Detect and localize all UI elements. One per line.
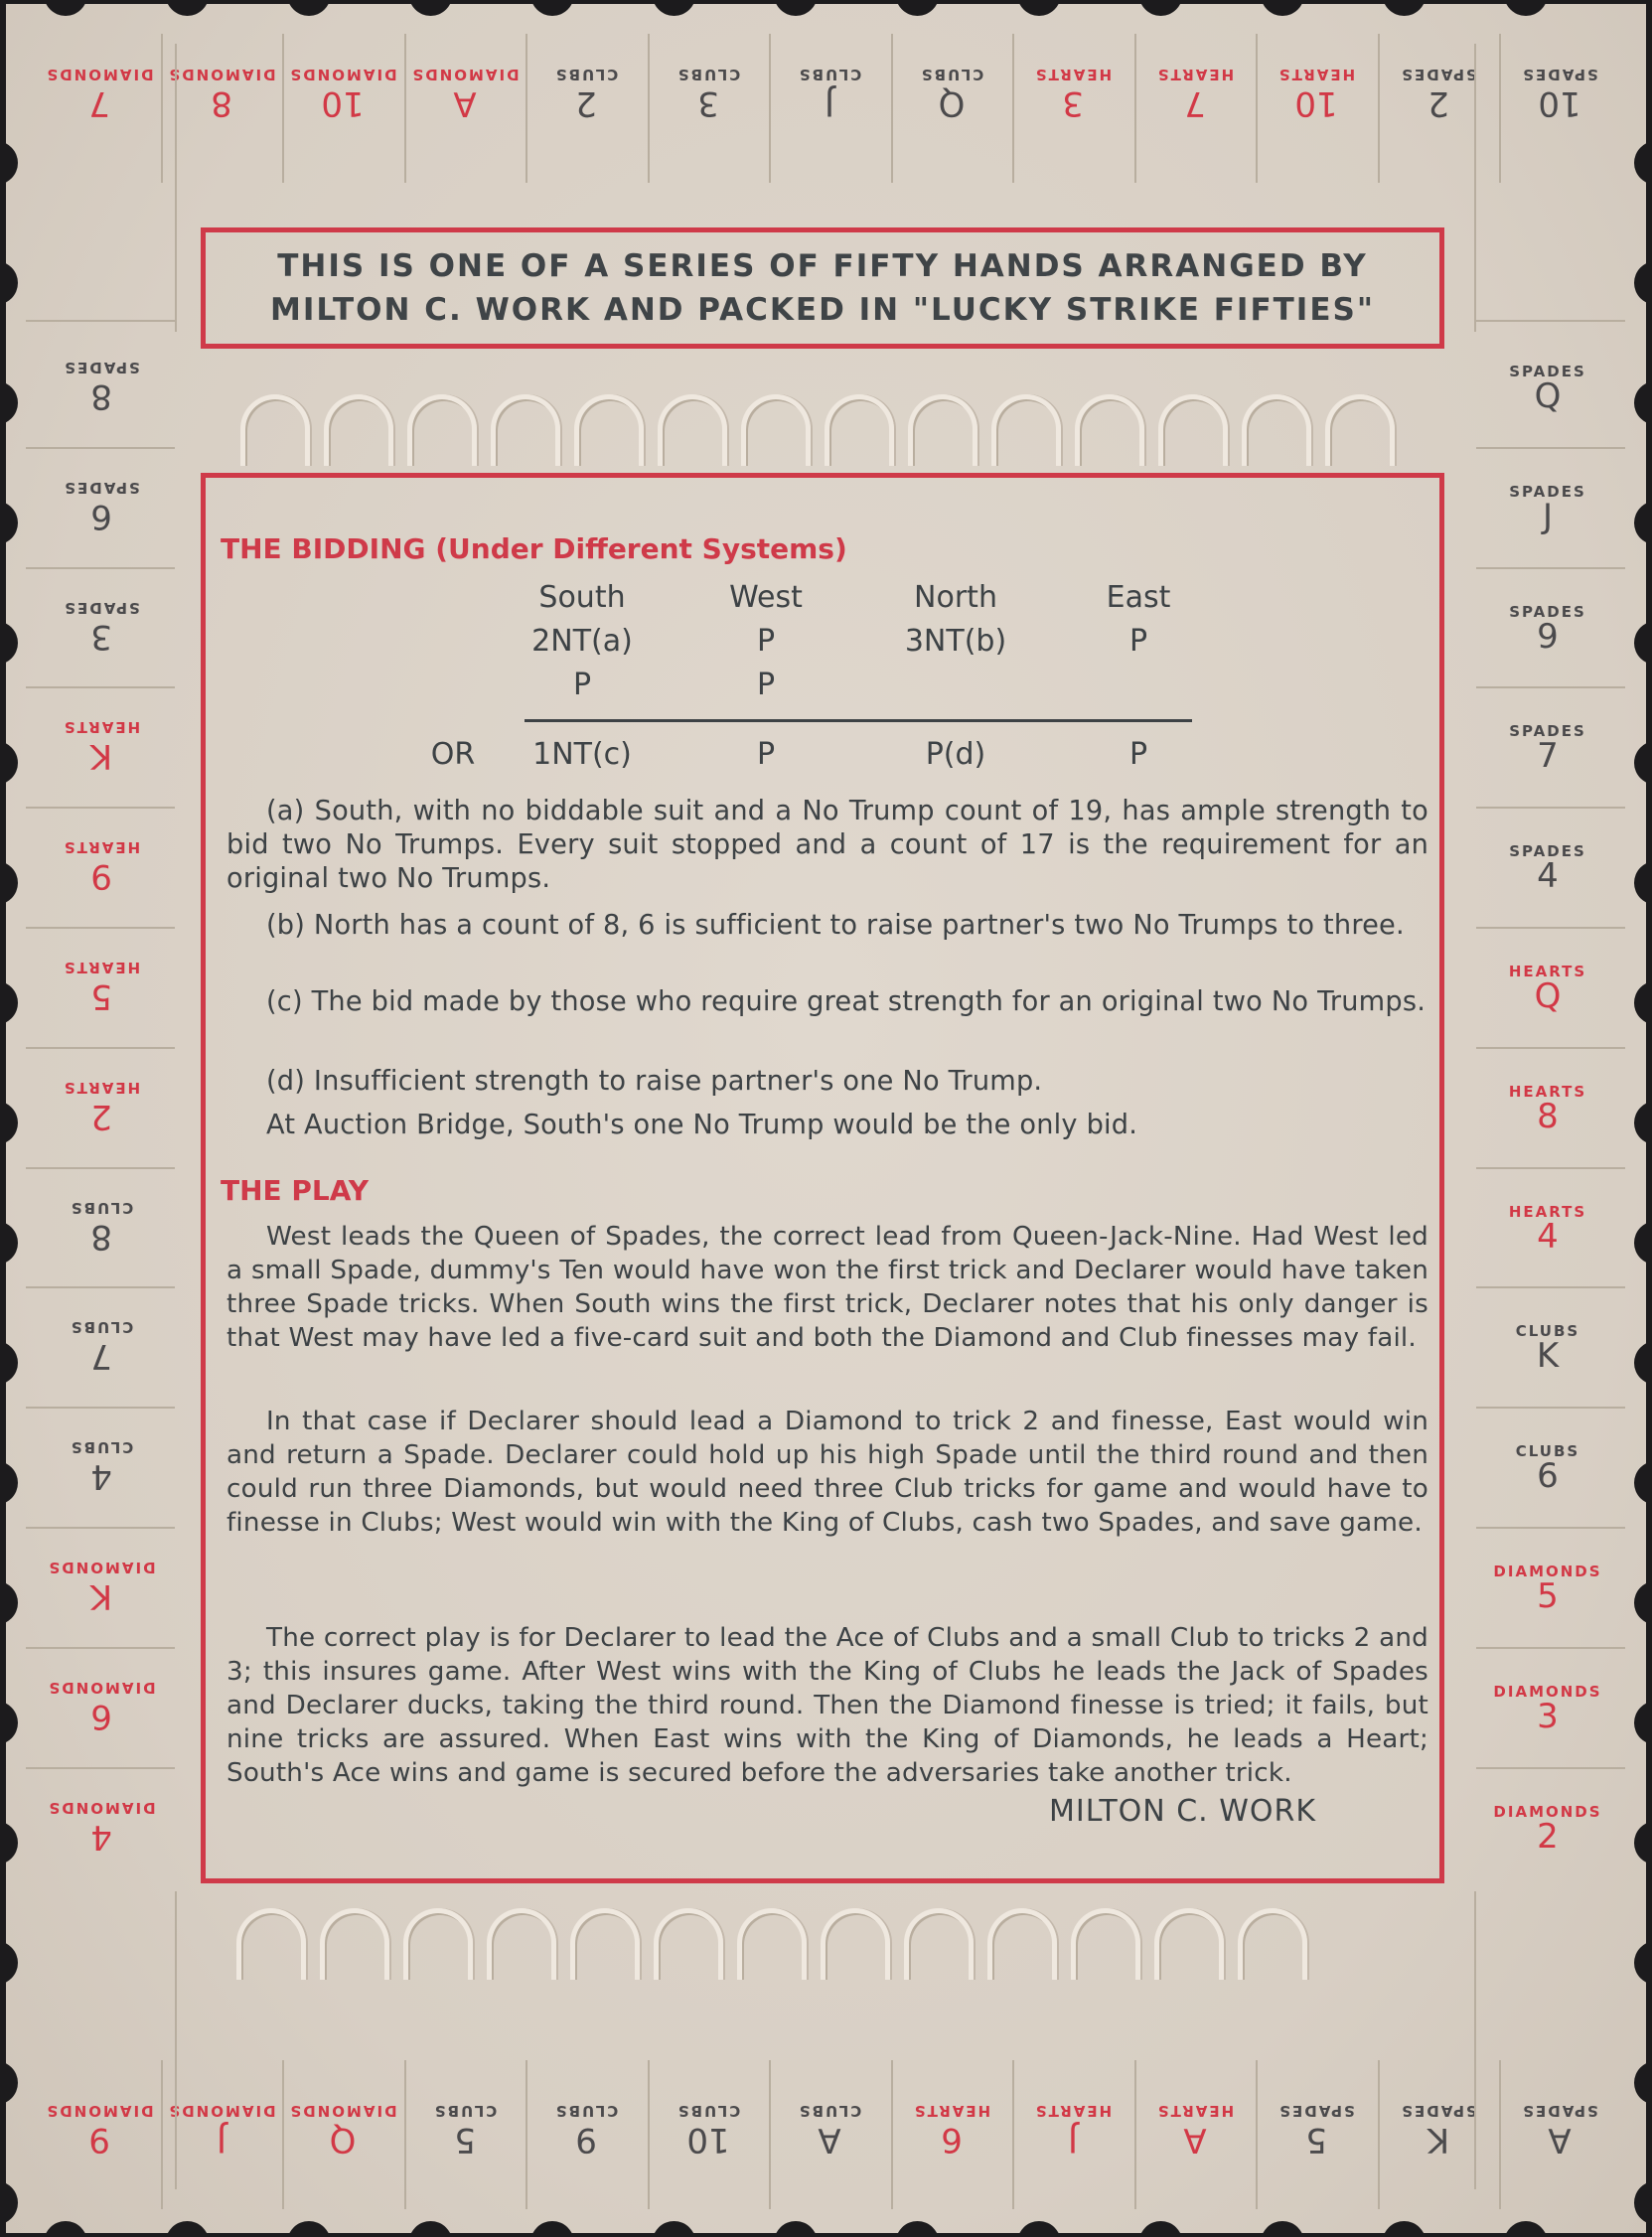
tab-suit-label: CLUBS [797, 2102, 862, 2120]
card-tab-right-2 [1488, 572, 1607, 681]
perforation-line [1474, 44, 1476, 332]
tab-rank-label: J [824, 83, 835, 123]
embossed-arch [574, 394, 644, 466]
perforation-line [26, 807, 175, 809]
embossed-arch [1154, 1908, 1224, 1980]
card-tab-bottom-11 [1383, 2070, 1494, 2189]
embossed-arch [487, 1908, 556, 1980]
tab-rank-label: 2 [1537, 1816, 1559, 1857]
perforation-line [1476, 1047, 1625, 1049]
perforation-line [891, 34, 893, 183]
play-title: THE PLAY [221, 1174, 370, 1207]
tab-suit-label: HEARTS [62, 959, 141, 976]
card-tab-bottom-10 [1261, 2070, 1372, 2189]
tab-rank-label: 3 [90, 616, 112, 657]
tab-rank-label: 2 [1427, 83, 1449, 123]
perforation-line [1134, 2060, 1136, 2209]
perforation-line [175, 1891, 177, 2189]
tab-suit-label: SPADES [63, 478, 140, 497]
perforation-line [1476, 1286, 1625, 1288]
card-tab-right-5 [1488, 932, 1607, 1041]
embossed-arches-bottom [236, 1908, 1307, 1980]
tab-rank-label: J [1542, 496, 1554, 536]
perforation-line [1256, 2060, 1258, 2209]
tab-rank-label: J [1067, 2120, 1079, 2160]
embossed-arch [236, 1908, 306, 1980]
perforation-line [26, 1527, 175, 1529]
embossed-arches-top [240, 394, 1395, 466]
bid-r2-south: P [572, 668, 592, 702]
perforation-line [26, 1407, 175, 1409]
embossed-arch [1238, 1908, 1307, 1980]
card-tab-bottom-0 [44, 2070, 155, 2189]
perforation-line [1012, 2060, 1014, 2209]
perforation-line [26, 686, 175, 688]
bid-r1-west: P [756, 624, 776, 659]
embossed-arch [1071, 1908, 1140, 1980]
tab-rank-label: 10 [685, 2120, 730, 2160]
bidding-note-c: (c) The bid made by those who require great strength for an original two No Trumps. [266, 986, 1427, 1017]
embossed-arch [1075, 394, 1144, 466]
tab-suit-label: CLUBS [1515, 1442, 1580, 1461]
perforation-line [648, 34, 650, 183]
bid-r3-north: P(d) [925, 737, 986, 772]
tab-suit-label: DIAMONDS [409, 66, 520, 83]
bid-r1-north: 3NT(b) [904, 624, 1007, 659]
tab-suit-label: HEARTS [1155, 66, 1234, 83]
card-tab-bottom-3 [409, 2070, 521, 2189]
tab-suit-label: CLUBS [1515, 1322, 1580, 1341]
tab-rank-label: Q [1534, 976, 1562, 1016]
tab-suit-label: DIAMONDS [1493, 1802, 1602, 1821]
card-tab-bottom-5 [653, 2070, 764, 2189]
tab-rank-label: K [89, 1576, 113, 1616]
bid-r2-west: P [756, 668, 776, 702]
embossed-arch [825, 394, 894, 466]
card-tab-top-10 [1261, 34, 1372, 153]
tab-suit-label: HEARTS [1508, 1082, 1587, 1101]
card-tab-left-5 [42, 932, 161, 1041]
tab-suit-label: HEARTS [62, 718, 141, 737]
embossed-arch [1325, 394, 1395, 466]
bid-r1-south: 2NT(a) [531, 624, 633, 659]
tab-suit-label: HEARTS [62, 1078, 141, 1097]
perforation-line [1476, 1407, 1625, 1409]
bidding-note-auction: At Auction Bridge, South's one No Trump would be the only bid. [266, 1110, 1138, 1140]
perforation-line [1476, 1767, 1625, 1769]
perforation-line [769, 34, 771, 183]
perforation-line [404, 2060, 406, 2209]
perforation-line [526, 34, 527, 183]
embossed-arch [570, 1908, 640, 1980]
tab-rank-label: Q [329, 2120, 357, 2160]
tab-rank-label: 7 [90, 1336, 112, 1377]
perforation-line [26, 447, 175, 449]
card-tab-bottom-7 [896, 2070, 1007, 2189]
card-tab-left-4 [42, 812, 161, 921]
embossed-arch [240, 394, 310, 466]
tab-rank-label: 4 [1537, 856, 1559, 897]
card-tab-left-7 [42, 1172, 161, 1281]
embossed-arch [904, 1908, 974, 1980]
perforation-line [1476, 1647, 1625, 1649]
tab-rank-label: 3 [696, 83, 719, 123]
perforation-line [161, 2060, 163, 2209]
card-tab-top-9 [1139, 34, 1251, 153]
tab-rank-label: J [216, 2120, 226, 2160]
card-tab-left-12 [42, 1772, 161, 1881]
card-tab-right-4 [1488, 812, 1607, 921]
tab-suit-label: HEARTS [1033, 66, 1113, 83]
tab-rank-label: 10 [1294, 83, 1338, 123]
bidding-note-a: (a) South, with no biddable suit and a No Trump count of 19, has ample strength to bid two No Trumps. Every suit stopped and a count of 17 is the requirement for an original two No Trumps. [226, 796, 1428, 894]
bidding-divider [525, 719, 1192, 722]
perforation-line [26, 1767, 175, 1769]
perforation-line [175, 44, 177, 332]
tab-rank-label: Q [1534, 376, 1562, 416]
perforation-line [161, 34, 163, 183]
tab-suit-label: HEARTS [1155, 2102, 1234, 2120]
tab-suit-label: CLUBS [919, 66, 983, 83]
perforation-line [26, 1647, 175, 1649]
tab-rank-label: 5 [90, 976, 112, 1016]
perforation-line [769, 2060, 771, 2209]
bid-header-west: West [729, 580, 803, 615]
tab-rank-label: 4 [90, 1816, 112, 1857]
tab-suit-label: HEARTS [1277, 66, 1356, 83]
tab-suit-label: SPADES [1277, 2102, 1355, 2120]
embossed-arch [908, 394, 977, 466]
tab-suit-label: SPADES [1509, 842, 1586, 861]
tab-rank-label: 6 [90, 1696, 112, 1736]
tab-rank-label: 6 [90, 496, 112, 536]
card-tab-right-7 [1488, 1172, 1607, 1281]
perforation-line [1476, 686, 1625, 688]
card-tab-top-12 [1504, 34, 1615, 153]
card-tab-left-2 [42, 572, 161, 681]
tab-suit-label: CLUBS [797, 66, 862, 83]
bid-header-east: East [1106, 580, 1171, 615]
tab-suit-label: HEARTS [1033, 2102, 1113, 2120]
bid-r1-east: P [1128, 624, 1148, 659]
card-tab-top-3 [409, 34, 521, 153]
card-tab-top-11 [1383, 34, 1494, 153]
perforation-line [1378, 2060, 1380, 2209]
perforation-line [26, 567, 175, 569]
tab-suit-label: DIAMONDS [47, 1678, 156, 1697]
perforation-line [26, 1047, 175, 1049]
tab-suit-label: DIAMONDS [166, 2102, 276, 2120]
card-tab-right-12 [1488, 1772, 1607, 1881]
card-tab-right-9 [1488, 1412, 1607, 1521]
bidding-note-b: (b) North has a count of 8, 6 is sufficient to raise partner's two No Trumps to three. [266, 910, 1405, 941]
tab-rank-label: 5 [453, 2120, 476, 2160]
card-tab-bottom-12 [1504, 2070, 1615, 2189]
series-banner [201, 227, 1444, 349]
perforation-line [1474, 1891, 1476, 2189]
tab-rank-label: 7 [88, 83, 110, 123]
perforation-line [26, 320, 175, 322]
card-tab-top-0 [44, 34, 155, 153]
card-tab-left-10 [42, 1532, 161, 1641]
perforation-line [1476, 567, 1625, 569]
perforation-line [526, 2060, 527, 2209]
tab-suit-label: CLUBS [69, 1438, 134, 1457]
perforation-line [1256, 34, 1258, 183]
tab-rank-label: 3 [1062, 83, 1084, 123]
card-tab-top-2 [287, 34, 398, 153]
tab-suit-label: SPADES [1509, 602, 1586, 621]
tab-rank-label: A [818, 2120, 841, 2160]
tab-suit-label: SPADES [1509, 482, 1586, 501]
embossed-arch [741, 394, 811, 466]
tab-suit-label: DIAMONDS [47, 1559, 156, 1576]
card-tab-left-6 [42, 1052, 161, 1161]
perforation-line [1476, 1167, 1625, 1169]
tab-rank-label: K [1427, 2120, 1449, 2160]
tab-suit-label: DIAMONDS [47, 1798, 156, 1817]
tab-rank-label: 5 [1305, 2120, 1327, 2160]
card-tab-right-3 [1488, 691, 1607, 801]
perforation-line [1476, 447, 1625, 449]
card-tab-right-1 [1488, 452, 1607, 561]
card-tab-right-10 [1488, 1532, 1607, 1641]
card-tab-right-0 [1488, 332, 1607, 441]
card-tab-bottom-9 [1139, 2070, 1251, 2189]
bid-header-north: North [914, 580, 997, 615]
tab-suit-label: DIAMONDS [166, 66, 276, 83]
tab-suit-label: HEARTS [1508, 1202, 1587, 1221]
card-tab-left-3 [42, 691, 161, 801]
bid-or-label: OR [430, 737, 476, 772]
perforation-line [26, 1286, 175, 1288]
card-tab-top-6 [774, 34, 885, 153]
card-tab-bottom-8 [1017, 2070, 1128, 2189]
tab-suit-label: DIAMONDS [1493, 1682, 1602, 1701]
tab-suit-label: SPADES [1509, 722, 1586, 741]
perforation-line [891, 2060, 893, 2209]
card-tab-right-6 [1488, 1052, 1607, 1161]
tab-suit-label: CLUBS [432, 2102, 497, 2120]
tab-rank-label: K [1536, 1336, 1560, 1377]
bid-header-south: South [538, 580, 626, 615]
tab-suit-label: DIAMONDS [288, 2102, 397, 2120]
tab-rank-label: 5 [1537, 1576, 1559, 1616]
play-paragraph-1: West leads the Queen of Spades, the correct lead from Queen-Jack-Nine. Had West led a small Spade, dummy's Ten would have won the first trick and Declarer would have taken three Spade tricks. When South wins the first trick, Declarer notes that his only danger is that West may have led a five-card suit and both the Diamond and Club finesses may fail. [226, 1222, 1428, 1353]
tab-suit-label: SPADES [1521, 2102, 1598, 2120]
tab-rank-label: 8 [1537, 1096, 1559, 1136]
bid-r3-south: 1NT(c) [532, 737, 632, 772]
card-tab-top-5 [653, 34, 764, 153]
signature: MILTON C. WORK [1049, 1794, 1317, 1829]
tab-rank-label: A [452, 83, 477, 123]
tab-rank-label: 8 [90, 1216, 112, 1257]
perforation-line [1012, 34, 1014, 183]
tab-rank-label: 6 [940, 2120, 963, 2160]
perforation-line [404, 34, 406, 183]
embossed-arch [1158, 394, 1228, 466]
card-tab-top-4 [530, 34, 642, 153]
tab-suit-label: DIAMONDS [45, 66, 154, 83]
card-tab-bottom-1 [166, 2070, 277, 2189]
tab-suit-label: CLUBS [676, 2102, 740, 2120]
tab-rank-label: 6 [1537, 1456, 1559, 1497]
embossed-arch [658, 394, 727, 466]
tab-suit-label: DIAMONDS [1493, 1563, 1602, 1580]
embossed-arch [324, 394, 393, 466]
card-tab-right-8 [1488, 1291, 1607, 1401]
tab-rank-label: 2 [90, 1096, 112, 1136]
card-tab-left-0 [42, 332, 161, 441]
embossed-arch [737, 1908, 807, 1980]
tab-suit-label: DIAMONDS [288, 66, 397, 83]
tab-rank-label: Q [938, 83, 965, 123]
tab-rank-label: 9 [90, 856, 112, 897]
bidding-title: THE BIDDING (Under Different Systems) [221, 532, 847, 565]
tab-rank-label: 10 [321, 83, 365, 123]
tab-suit-label: SPADES [1509, 363, 1586, 380]
embossed-arch [1242, 394, 1311, 466]
bidding-note-d: (d) Insufficient strength to raise partner's one No Trump. [266, 1066, 1043, 1097]
embossed-arch [320, 1908, 389, 1980]
embossed-arch [403, 1908, 473, 1980]
embossed-arch [491, 394, 560, 466]
tab-rank-label: 4 [1537, 1216, 1559, 1257]
perforation-line [1476, 1527, 1625, 1529]
tab-suit-label: SPADES [63, 359, 140, 376]
bid-r3-east: P [1128, 737, 1148, 772]
embossed-arch [987, 1908, 1057, 1980]
tab-rank-label: 9 [575, 2120, 597, 2160]
perforation-line [26, 927, 175, 929]
card-tab-left-8 [42, 1291, 161, 1401]
tab-suit-label: CLUBS [69, 1318, 134, 1337]
card-tab-bottom-2 [287, 2070, 398, 2189]
card-tab-top-1 [166, 34, 277, 153]
card-tab-left-1 [42, 452, 161, 561]
card-tab-bottom-6 [774, 2070, 885, 2189]
card-tab-left-11 [42, 1652, 161, 1761]
embossed-arch [407, 394, 477, 466]
tab-suit-label: DIAMONDS [45, 2102, 154, 2120]
tab-suit-label: SPADES [1521, 66, 1598, 83]
tab-suit-label: CLUBS [553, 66, 619, 83]
banner-line-2: MILTON C. WORK AND PACKED IN "LUCKY STRIKE FIFTIES" [270, 292, 1375, 328]
embossed-arch [991, 394, 1061, 466]
tab-rank-label: 7 [1183, 83, 1206, 123]
perforation-line [1476, 927, 1625, 929]
play-paragraph-3: The correct play is for Declarer to lead the Ace of Clubs and a small Club to tricks 2 and 3; this insures game. After West wins with the King of Clubs he leads the Jack of Spades and Declarer ducks, taking the third round. Then the Diamond finesse is tried; it fails, but nine tricks are assured. When East wins with the King of Diamonds, he leads a Heart; South's Ace wins and game is secured before the adversaries take another trick. [226, 1623, 1428, 1788]
perforation-line [1476, 807, 1625, 809]
tab-rank-label: K [89, 736, 113, 777]
tab-suit-label: CLUBS [676, 66, 740, 83]
play-paragraph-2: In that case if Declarer should lead a Diamond to trick 2 and finesse, East would win and return a Spade. Declarer could hold up his high Spade until the third round and then could run three Diamonds, but would need three Club tricks for game and would have to finesse in Clubs; West would win with the King of Clubs, cash two Spades, and save game. [226, 1407, 1428, 1538]
perforation-line [1378, 34, 1380, 183]
perforation-line [648, 2060, 650, 2209]
tab-suit-label: HEARTS [62, 838, 141, 857]
embossed-arch [821, 1908, 890, 1980]
tab-rank-label: 8 [90, 376, 112, 416]
tab-suit-label: HEARTS [1508, 963, 1587, 980]
perforation-line [1499, 34, 1501, 183]
tab-rank-label: 4 [90, 1456, 112, 1497]
perforation-line [1476, 320, 1625, 322]
tab-rank-label: 10 [1538, 83, 1581, 123]
tab-rank-label: 8 [210, 83, 232, 123]
bid-r3-west: P [756, 737, 776, 772]
tab-suit-label: SPADES [1399, 66, 1477, 83]
tab-suit-label: CLUBS [69, 1198, 134, 1217]
perforation-line [26, 1167, 175, 1169]
tab-rank-label: 7 [1537, 736, 1559, 777]
bridge-hand-card [6, 4, 1646, 2233]
tab-rank-label: 9 [88, 2120, 110, 2160]
tab-suit-label: SPADES [63, 598, 140, 617]
perforation-line [282, 34, 284, 183]
tab-rank-label: A [1182, 2120, 1207, 2160]
embossed-arch [654, 1908, 723, 1980]
tab-rank-label: 9 [1537, 616, 1559, 657]
banner-line-1: THIS IS ONE OF A SERIES OF FIFTY HANDS ARRANGED BY [277, 248, 1368, 284]
tab-rank-label: A [1548, 2120, 1572, 2160]
tab-suit-label: HEARTS [912, 2102, 990, 2120]
card-tab-bottom-4 [530, 2070, 642, 2189]
tab-suit-label: SPADES [1399, 2102, 1477, 2120]
card-tab-right-11 [1488, 1652, 1607, 1761]
tab-rank-label: 3 [1537, 1696, 1559, 1736]
tab-rank-label: 2 [575, 83, 597, 123]
perforation-line [1499, 2060, 1501, 2209]
card-tab-top-7 [896, 34, 1007, 153]
card-tab-top-8 [1017, 34, 1128, 153]
tab-suit-label: CLUBS [553, 2102, 619, 2120]
perforation-line [1134, 34, 1136, 183]
perforation-line [282, 2060, 284, 2209]
card-tab-left-9 [42, 1412, 161, 1521]
